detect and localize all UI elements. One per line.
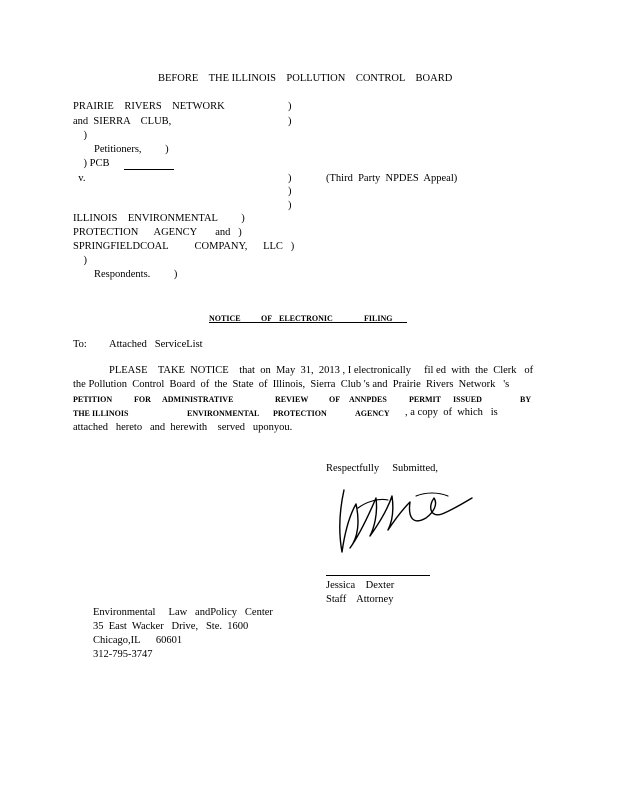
- caption-paren: ): [288, 200, 292, 211]
- body-line-4-tail: , a copy of which is: [405, 407, 498, 418]
- agency-word: AGENCY: [355, 409, 390, 418]
- respectfully-submitted: Respectfully Submitted,: [326, 463, 438, 474]
- notice-title-word: NOTICE: [209, 314, 241, 323]
- notice-title-word: FILING: [364, 314, 393, 323]
- body-line-5: attached hereto and herewith served uponyou.: [73, 422, 293, 433]
- to-label: To:: [73, 339, 87, 350]
- caption-petitioners-label: Petitioners, ): [73, 144, 169, 155]
- agency-word: ILLINOIS: [92, 409, 129, 418]
- signer-name: Jessica Dexter: [326, 580, 395, 591]
- caption-petitioner-line-1: PRAIRIE RIVERS NETWORK: [73, 101, 225, 112]
- caption-pcb-label: ) PCB: [73, 158, 110, 169]
- petition-word: PETITION: [73, 395, 113, 404]
- address-phone: 312-795-3747: [93, 649, 153, 660]
- agency-word: ENVIRONMENTAL: [187, 409, 260, 418]
- petition-word: ADMINISTRATIVE: [162, 395, 234, 404]
- address-org: Environmental Law andPolicy Center: [93, 607, 273, 618]
- document-heading: BEFORE THE ILLINOIS POLLUTION CONTROL BOARD: [158, 73, 453, 84]
- caption-respondent-line-3: SPRINGFIELDCOAL COMPANY, LLC ): [73, 241, 295, 252]
- petition-word: OF: [329, 395, 341, 404]
- agency-word: THE: [73, 409, 90, 418]
- caption-respondents-label: Respondents. ): [73, 269, 178, 280]
- caption-paren-line: ): [73, 130, 87, 141]
- caption-paren-line: ): [73, 255, 87, 266]
- notice-title-word: OF: [261, 314, 273, 323]
- petition-word: ANNPDES: [349, 395, 387, 404]
- petition-word: BY: [520, 395, 532, 404]
- notice-title-word: ELECTRONIC: [279, 314, 333, 323]
- caption-paren: ): [288, 116, 292, 127]
- caption-paren: ): [288, 186, 292, 197]
- appeal-type: (Third Party NPDES Appeal): [326, 173, 458, 184]
- notice-title-underline: [209, 322, 407, 323]
- body-line-1: PLEASE TAKE NOTICE that on May 31, 2013 , I electronically fil ed with the Clerk of: [109, 365, 534, 376]
- signature-line: [326, 575, 430, 576]
- caption-versus: v.: [73, 173, 86, 184]
- petition-word: ISSUED: [453, 395, 482, 404]
- signature-image: [330, 478, 480, 560]
- caption-paren: ): [288, 173, 292, 184]
- signer-title: Staff Attorney: [326, 594, 394, 605]
- to-value: Attached ServiceList: [109, 339, 203, 350]
- pcb-number-blank: [124, 169, 174, 170]
- caption-petitioner-line-2: and SIERRA CLUB,: [73, 116, 172, 127]
- address-city: Chicago,IL 60601: [93, 635, 183, 646]
- petition-word: REVIEW: [275, 395, 309, 404]
- body-line-2: the Pollution Control Board of the State of Illinois, Sierra Club 's and Prairie Rivers Network 's: [73, 379, 510, 390]
- address-street: 35 East Wacker Drive, Ste. 1600: [93, 621, 249, 632]
- caption-respondent-line-1: ILLINOIS ENVIRONMENTAL ): [73, 213, 245, 224]
- agency-word: PROTECTION: [273, 409, 327, 418]
- caption-respondent-line-2: PROTECTION AGENCY and ): [73, 227, 242, 238]
- petition-word: FOR: [134, 395, 151, 404]
- petition-word: PERMIT: [409, 395, 441, 404]
- caption-paren: ): [288, 101, 292, 112]
